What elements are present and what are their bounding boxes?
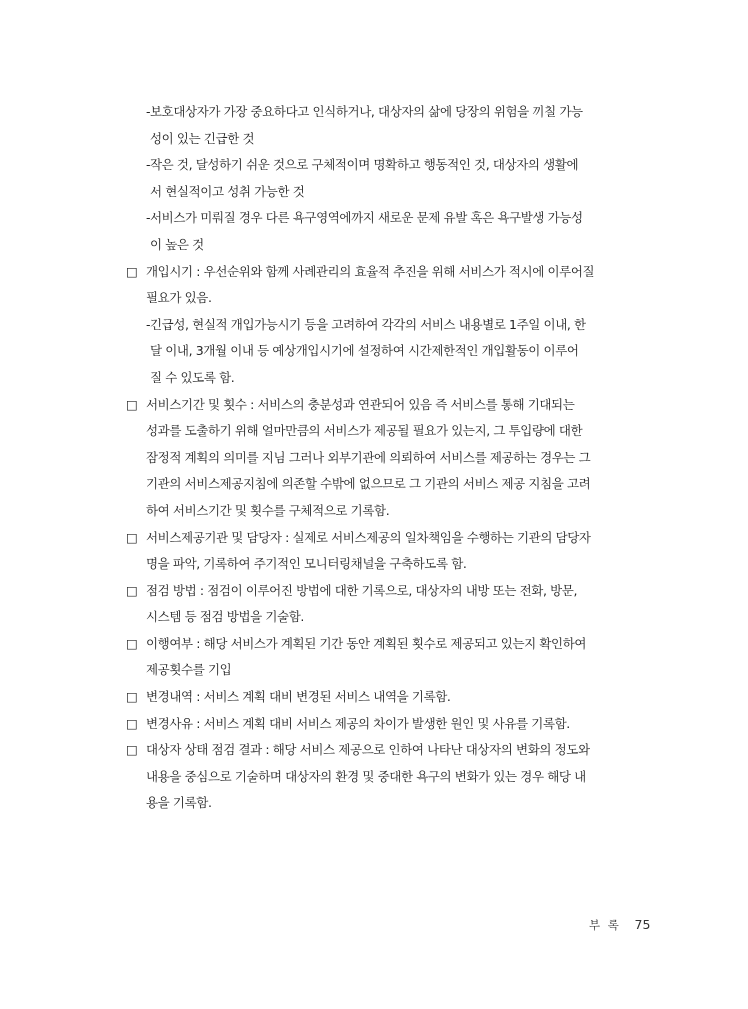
text-line: 이 높은 것 [150,236,204,252]
text-line: 용을 기록함. [146,795,212,811]
page-number: 75 [634,917,651,932]
text-line: 기관의 서비스제공지침에 의존할 수밖에 없으므로 그 기관의 서비스 제공 지침을 고려 [146,476,591,492]
text-line: 명을 파악, 기록하여 주기적인 모니터링채널을 구축하도록 함. [146,556,467,572]
text-line: 서비스제공기관 및 담당자 : 실제로 서비스제공의 일차책임을 수행하는 기관의 담당자 [146,529,591,545]
section-item [126,392,638,525]
text-line: 제공횟수를 기입 [146,662,232,678]
text-line: 보호대상자가 가장 중요하다고 인식하거나, 대상자의 삶에 당장의 위험을 끼칠 가능 [150,104,583,119]
sub-item [126,312,638,392]
section-item [126,684,638,711]
checkbox-bullet: □ [126,689,138,705]
text-line: 필요가 있음. [146,290,212,306]
checkbox-bullet: □ [126,742,138,758]
text-line: 잠정적 계획의 의미를 지님 그러나 외부기관에 의뢰하여 서비스를 제공하는 경우는 그 [146,449,591,465]
footer-section-label: 부 록 [589,918,621,932]
text-line: 성과를 도출하기 위해 얼마만큼의 서비스가 제공될 필요가 있는지, 그 투입량에 대한 [146,423,583,439]
dash-bullet: - [146,104,151,119]
text-line: 달 이내, 3개월 이내 등 예상개입시기에 설정하여 시간제한적인 개입활동이 이루어 [150,343,579,359]
text-line: 시스템 등 점검 방법을 기술함. [146,609,304,625]
checkbox-bullet: □ [126,529,138,545]
sub-item [126,99,638,152]
checkbox-bullet: □ [126,582,138,598]
text-line: 질 수 있도록 함. [150,369,235,385]
checkbox-bullet: □ [126,715,138,731]
text-line: 개입시기 : 우선순위와 함께 사례관리의 효율적 추진을 위해 서비스가 적시에 이루어질 [146,263,595,279]
text-line: 대상자 상태 점검 결과 : 해당 서비스 제공으로 인하여 나타난 대상자의 변화의 정도와 [146,742,590,758]
sub-item [126,152,638,205]
dash-bullet: - [146,316,151,332]
section-item [126,525,638,578]
text-line: 긴급성, 현실적 개입가능시기 등을 고려하여 각각의 서비스 내용별로 1주일 이내, 한 [150,316,586,332]
dash-bullet: - [146,210,151,226]
body-text [126,99,638,817]
text-line: 성이 있는 긴급한 것 [150,130,255,146]
checkbox-bullet: □ [126,396,138,412]
text-line: 작은 것, 달성하기 쉬운 것으로 구체적이며 명확하고 행동적인 것, 대상자의 생활에 [150,157,579,173]
text-line: 변경사유 : 서비스 계획 대비 서비스 제공의 차이가 발생한 원인 및 사유를 기록함. [146,715,570,731]
section-item [126,737,638,817]
text-line: 하여 서비스기간 및 횟수를 구체적으로 기록함. [146,502,390,518]
sub-item [126,205,638,258]
text-line: 이행여부 : 해당 서비스가 계획된 기간 동안 계획된 횟수로 제공되고 있는지 확인하여 [146,635,587,651]
dash-bullet: - [146,157,151,173]
section-item [126,259,638,312]
section-item [126,711,638,738]
section-item [126,631,638,684]
text-line: 변경내역 : 서비스 계획 대비 변경된 서비스 내역을 기록함. [146,689,451,705]
page-footer [589,917,650,933]
text-line: 서비스가 미뤄질 경우 다른 욕구영역에까지 새로운 문제 유발 혹은 욕구발생 가능성 [150,210,583,226]
text-line: 서 현실적이고 성취 가능한 것 [150,183,305,199]
text-line: 내용을 중심으로 기술하며 대상자의 환경 및 중대한 욕구의 변화가 있는 경우 해당 내 [146,768,586,784]
text-line: 서비스기간 및 횟수 : 서비스의 충분성과 연관되어 있음 즉 서비스를 통해 기대되는 [146,396,575,412]
checkbox-bullet: □ [126,635,138,651]
section-item [126,578,638,631]
text-line: 점검 방법 : 점검이 이루어진 방법에 대한 기록으로, 대상자의 내방 또는 전화, 방문, [146,582,578,598]
checkbox-bullet: □ [126,263,138,279]
